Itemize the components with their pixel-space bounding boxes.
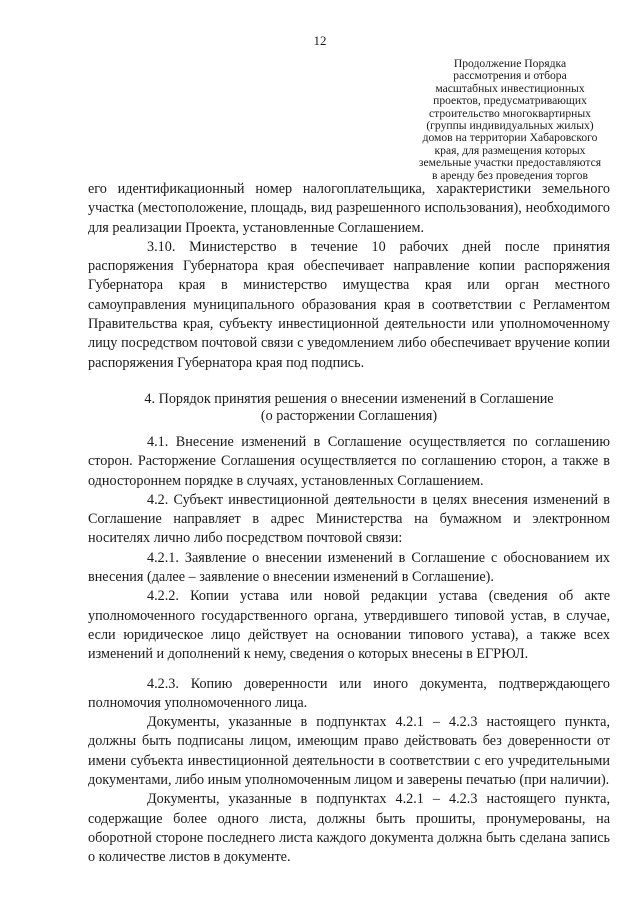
header-note-line: в аренду без проведения торгов xyxy=(432,168,588,182)
paragraph-4-2-1: 4.2.1. Заявление о внесении изменений в Соглашение с обоснованием их внесения (далее – заявление о внесении изменений в Соглашение). xyxy=(88,549,610,586)
header-note-line: проектов, предусматривающих xyxy=(433,94,587,108)
page-number: 12 xyxy=(313,33,327,48)
header-note-line: земельные участки предоставляются xyxy=(418,156,602,170)
header-note-line: масштабных инвестиционных xyxy=(435,81,585,95)
paragraph-documents-signing: Документы, указанные в подпунктах 4.2.1 – 4.2.3 настоящего пункта, должны быть подписаны лицом, имеющим право действовать без доверенности от имени субъекта инвестиционной деятельности в соответствии с его учредительными документами, либо иным уполномоченным лицом и заверены печатью (при наличии). xyxy=(88,714,610,789)
section-title xyxy=(88,391,610,425)
header-note-line: строительство многоквартирных xyxy=(429,106,591,120)
header-note-line: домов на территории Хабаровского xyxy=(422,131,598,145)
header-note-line: Продолжение Порядка xyxy=(453,57,567,70)
document-body xyxy=(88,180,610,868)
header-note-line: края, для размещения которых xyxy=(434,143,586,157)
paragraph-4-1: 4.1. Внесение изменений в Соглашение осуществляется по соглашению сторон. Расторжение Соглашения осуществляется по соглашению сторон, а также в одностороннем порядке в случаях, установленных Соглашением. xyxy=(88,433,610,489)
section-title-line-1: 4. Порядок принятия решения о внесении изменений в Соглашение xyxy=(144,390,554,407)
header-note-line: (группы индивидуальных жилых) xyxy=(426,119,594,133)
paragraph-3-10: 3.10. Министерство в течение 10 рабочих дней после принятия распоряжения Губернатора края обеспечивает направление копии распоряжения Губернатора края в министерство имущества края или орган местного самоуправления муниципального образования края в соответствии с Регламентом Правительства края, субъекту инвестиционной деятельности или уполномоченному лицу посредством почтовой связи с уведомлением либо обеспечивает вручение копии распоряжения Губернатора края под подпись. xyxy=(88,238,610,371)
section-title-line-2: (о расторжении Соглашения) xyxy=(260,407,438,424)
header-note xyxy=(385,58,635,182)
paragraph-4-2: 4.2. Субъект инвестиционной деятельности в целях внесения изменений в Соглашение направляет в адрес Министерства на бумажном и электронном носителях лично либо посредством почтовой связи: xyxy=(88,491,610,547)
paragraph-4-2-2: 4.2.2. Копии устава или новой редакции устава (сведения об акте уполномоченного государственного органа, утвердившего типовой устав, в случае, если юридическое лицо действует на основании типового устава), а также всех изменений и дополнений к нему, сведения о которых внесены в ЕГРЮЛ. xyxy=(88,588,610,663)
paragraph-documents-binding: Документы, указанные в подпунктах 4.2.1 – 4.2.3 настоящего пункта, содержащие более одного листа, должны быть прошиты, пронумерованы, на оборотной стороне последнего листа каждого документа должна быть сделана запись о количестве листов в документе. xyxy=(88,791,610,866)
header-note-line: рассмотрения и отбора xyxy=(453,69,567,83)
paragraph-4-2-3: 4.2.3. Копию доверенности или иного документа, подтверждающего полномочия уполномоченного лица. xyxy=(88,675,610,711)
paragraph-continuation: его идентификационный номер налогоплательщика, характеристики земельного участка (местоположение, площадь, вид разрешенного использования), необходимого для реализации Проекта, установленные Соглашением. xyxy=(88,181,610,236)
